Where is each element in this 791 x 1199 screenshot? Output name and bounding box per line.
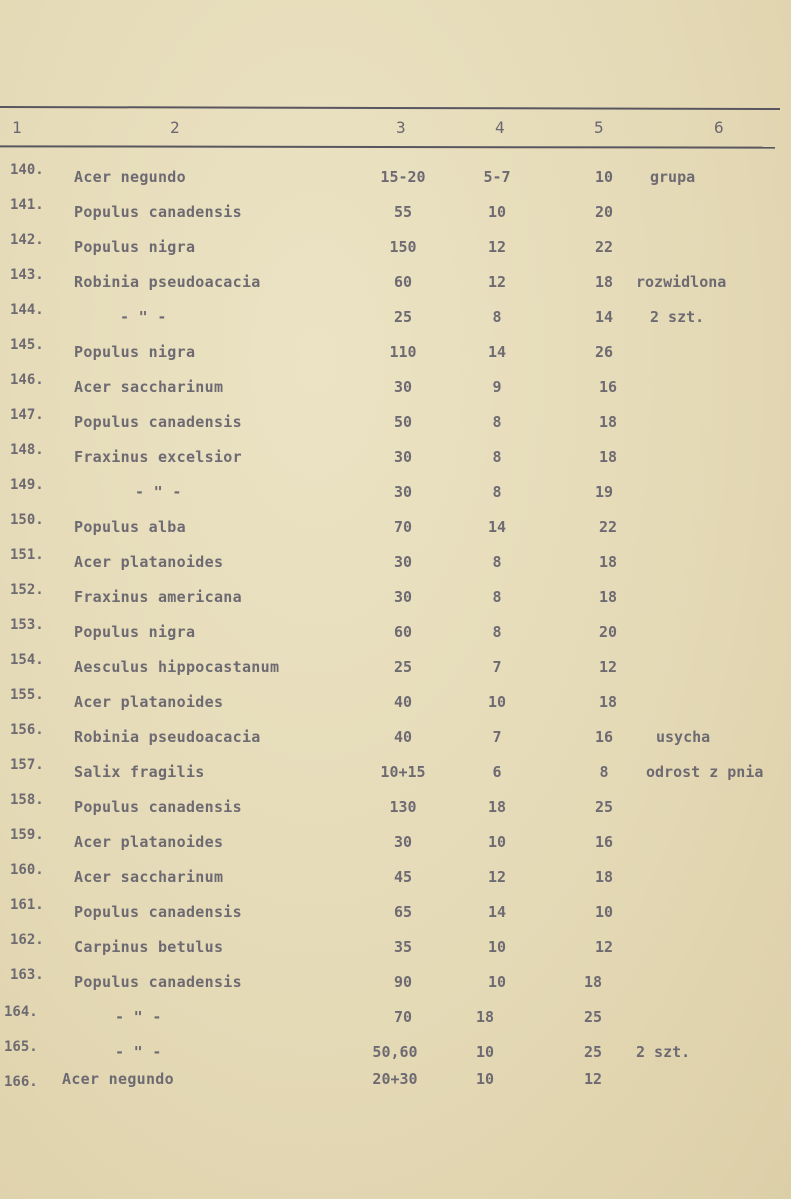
- row-number: 148.: [10, 442, 44, 458]
- row-number: 140.: [10, 162, 44, 178]
- row-number: 161.: [10, 897, 44, 913]
- col4-value: 12: [487, 868, 507, 886]
- col4-value: 12: [487, 273, 507, 291]
- table-row: [0, 302, 791, 338]
- row-number: 160.: [10, 862, 44, 878]
- col5-value: 10: [594, 903, 614, 921]
- col4-value: 8: [492, 623, 502, 641]
- species-name: Acer negundo: [62, 1070, 174, 1088]
- col4-value: 12: [487, 238, 507, 256]
- notes-value: 2 szt.: [650, 308, 705, 326]
- row-number: 141.: [10, 197, 44, 213]
- row-number: 147.: [10, 407, 44, 423]
- species-name: Populus canadensis: [74, 973, 242, 991]
- col3-value: 40: [393, 728, 413, 746]
- col5-value: 10: [594, 168, 614, 186]
- notes-value: 2 szt.: [636, 1043, 691, 1061]
- species-name: Robinia pseudoacacia: [74, 273, 261, 291]
- col5-value: 16: [594, 728, 614, 746]
- col3-value: 70: [393, 518, 413, 536]
- col5-value: 18: [583, 973, 603, 991]
- row-number: 165.: [4, 1039, 38, 1055]
- col4-value: 8: [492, 553, 502, 571]
- column-header-4: 4: [495, 118, 505, 137]
- table-row: [0, 757, 791, 793]
- col3-value: 45: [393, 868, 413, 886]
- col5-value: 20: [598, 623, 618, 641]
- row-number: 145.: [10, 337, 44, 353]
- species-name: Populus canadensis: [74, 203, 242, 221]
- col4-value: 10: [475, 1043, 495, 1061]
- row-number: 156.: [10, 722, 44, 738]
- col5-value: 18: [598, 413, 618, 431]
- col4-value: 9: [492, 378, 502, 396]
- col4-value: 8: [492, 588, 502, 606]
- col4-value: 8: [492, 413, 502, 431]
- col5-value: 18: [598, 693, 618, 711]
- row-number: 153.: [10, 617, 44, 633]
- col3-value: 30: [393, 553, 413, 571]
- col4-value: 6: [492, 763, 502, 781]
- col5-value: 18: [598, 448, 618, 466]
- col5-value: 26: [594, 343, 614, 361]
- col4-value: 14: [487, 518, 507, 536]
- species-name: - " -: [120, 308, 167, 326]
- col4-value: 18: [487, 798, 507, 816]
- col4-value: 10: [475, 1070, 495, 1088]
- row-number: 146.: [10, 372, 44, 388]
- notes-value: rozwidlona: [636, 273, 727, 291]
- column-header-2: 2: [170, 118, 180, 137]
- table-row: [0, 232, 791, 268]
- column-header-3: 3: [396, 118, 406, 137]
- row-number: 144.: [10, 302, 44, 318]
- col3-value: 30: [393, 588, 413, 606]
- col5-value: 20: [594, 203, 614, 221]
- col5-value: 8: [599, 763, 609, 781]
- row-number: 162.: [10, 932, 44, 948]
- row-number: 154.: [10, 652, 44, 668]
- table-row: [0, 792, 791, 828]
- row-number: 151.: [10, 547, 44, 563]
- col4-value: 10: [487, 693, 507, 711]
- table-row: [0, 932, 791, 968]
- table-row: [0, 162, 791, 198]
- col4-value: 14: [487, 343, 507, 361]
- table-row: [0, 372, 791, 408]
- col4-value: 8: [492, 448, 502, 466]
- species-name: Aesculus hippocastanum: [74, 658, 280, 676]
- table-row: [0, 197, 791, 233]
- col3-value: 30: [393, 448, 413, 466]
- col3-value: 60: [393, 273, 413, 291]
- col5-value: 16: [594, 833, 614, 851]
- column-header-1: 1: [12, 118, 22, 137]
- species-name: - " -: [115, 1008, 162, 1026]
- row-number: 150.: [10, 512, 44, 528]
- row-number: 159.: [10, 827, 44, 843]
- col4-value: 14: [487, 903, 507, 921]
- row-number: 158.: [10, 792, 44, 808]
- col3-value: 35: [393, 938, 413, 956]
- row-number: 164.: [4, 1004, 38, 1020]
- species-name: Acer saccharinum: [74, 378, 224, 396]
- species-name: Populus canadensis: [74, 798, 242, 816]
- species-name: Populus nigra: [74, 343, 196, 361]
- table-row: [0, 582, 791, 618]
- col3-value: 65: [393, 903, 413, 921]
- table-row: [0, 267, 791, 303]
- species-name: Populus canadensis: [74, 903, 242, 921]
- col5-value: 12: [583, 1070, 603, 1088]
- table-row: [0, 652, 791, 688]
- species-name: Populus alba: [74, 518, 186, 536]
- species-name: Fraxinus americana: [74, 588, 242, 606]
- col3-value: 110: [389, 343, 417, 361]
- species-name: Robinia pseudoacacia: [74, 728, 261, 746]
- col5-value: 16: [598, 378, 618, 396]
- row-number: 163.: [10, 967, 44, 983]
- table-row: [0, 407, 791, 443]
- col3-value: 60: [393, 623, 413, 641]
- col4-value: 10: [487, 973, 507, 991]
- col5-value: 18: [598, 588, 618, 606]
- table-row: [0, 547, 791, 583]
- column-header-6: 6: [714, 118, 724, 137]
- table-top-rule: [0, 106, 780, 110]
- table-row: [0, 862, 791, 898]
- col5-value: 25: [583, 1008, 603, 1026]
- row-number: 155.: [10, 687, 44, 703]
- table-row: [0, 512, 791, 548]
- table-row: [0, 617, 791, 653]
- row-number: 143.: [10, 267, 44, 283]
- row-number: 166.: [4, 1074, 38, 1090]
- col3-value: 30: [393, 833, 413, 851]
- col3-value: 55: [393, 203, 413, 221]
- col3-value: 130: [389, 798, 417, 816]
- row-number: 157.: [10, 757, 44, 773]
- col3-value: 10+15: [380, 763, 426, 781]
- col5-value: 18: [598, 553, 618, 571]
- col3-value: 20+30: [372, 1070, 418, 1088]
- col4-value: 10: [487, 938, 507, 956]
- table-row: [0, 1070, 791, 1108]
- col3-value: 40: [393, 693, 413, 711]
- species-name: Acer saccharinum: [74, 868, 224, 886]
- column-header-5: 5: [594, 118, 604, 137]
- col4-value: 7: [492, 728, 502, 746]
- col4-value: 7: [492, 658, 502, 676]
- table-row: [0, 1039, 791, 1073]
- table-row: [0, 722, 791, 758]
- species-name: Fraxinus excelsior: [74, 448, 242, 466]
- col5-value: 25: [583, 1043, 603, 1061]
- row-number: 152.: [10, 582, 44, 598]
- notes-value: odrost z pnia: [646, 763, 764, 781]
- table-row: [0, 1004, 791, 1038]
- col5-value: 12: [594, 938, 614, 956]
- col5-value: 18: [594, 868, 614, 886]
- species-name: Populus canadensis: [74, 413, 242, 431]
- col5-value: 22: [594, 238, 614, 256]
- col4-value: 5-7: [483, 168, 511, 186]
- table-row: [0, 477, 791, 513]
- col4-value: 10: [487, 203, 507, 221]
- species-name: Acer platanoides: [74, 693, 224, 711]
- species-name: Populus nigra: [74, 238, 196, 256]
- table-row: [0, 337, 791, 373]
- col3-value: 50: [393, 413, 413, 431]
- table-row: [0, 827, 791, 863]
- col5-value: 25: [594, 798, 614, 816]
- col3-value: 30: [393, 378, 413, 396]
- col3-value: 25: [393, 658, 413, 676]
- col5-value: 18: [594, 273, 614, 291]
- col3-value: 90: [393, 973, 413, 991]
- col3-value: 15-20: [380, 168, 426, 186]
- table-row: [0, 897, 791, 933]
- col4-value: 8: [492, 308, 502, 326]
- species-name: - " -: [115, 1043, 162, 1061]
- species-name: Salix fragilis: [74, 763, 205, 781]
- col3-value: 30: [393, 483, 413, 501]
- species-name: - " -: [135, 483, 182, 501]
- species-name: Acer platanoides: [74, 833, 224, 851]
- col3-value: 50,60: [372, 1043, 418, 1061]
- species-name: Populus nigra: [74, 623, 196, 641]
- col3-value: 25: [393, 308, 413, 326]
- col3-value: 70: [393, 1008, 413, 1026]
- species-name: Carpinus betulus: [74, 938, 224, 956]
- row-number: 149.: [10, 477, 44, 493]
- col3-value: 150: [389, 238, 417, 256]
- table-row: [0, 687, 791, 723]
- notes-value: usycha: [656, 728, 711, 746]
- notes-value: grupa: [650, 168, 696, 186]
- col4-value: 8: [492, 483, 502, 501]
- table-row: [0, 967, 791, 1003]
- row-number: 142.: [10, 232, 44, 248]
- species-name: Acer negundo: [74, 168, 186, 186]
- col4-value: 10: [487, 833, 507, 851]
- species-name: Acer platanoides: [74, 553, 224, 571]
- col5-value: 19: [594, 483, 614, 501]
- col5-value: 14: [594, 308, 614, 326]
- table-header-rule: [0, 145, 775, 148]
- col4-value: 18: [475, 1008, 495, 1026]
- col5-value: 22: [598, 518, 618, 536]
- table-row: [0, 442, 791, 478]
- col5-value: 12: [598, 658, 618, 676]
